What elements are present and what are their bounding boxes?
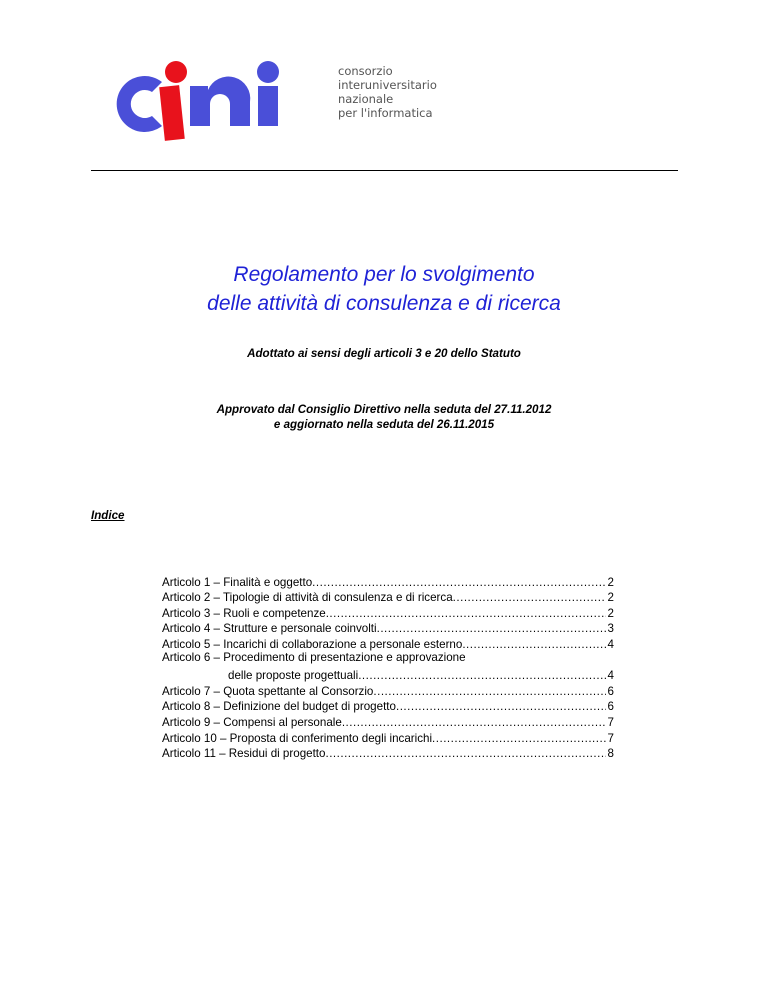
toc-page: 8 <box>607 747 614 761</box>
logo-letter-i-red-dot <box>165 61 187 83</box>
toc-leader <box>462 638 605 651</box>
toc-entry-first-line: Articolo 6 – Procedimento di presentazione e approvazione <box>162 650 466 664</box>
logo-caption-line: per l'informatica <box>338 106 433 120</box>
toc-page: 2 <box>607 606 614 620</box>
toc-label: Articolo 9 – Compensi al personale <box>162 715 342 729</box>
toc-entry <box>162 698 614 714</box>
logo-caption-line: consorzio <box>338 64 393 78</box>
logo-caption <box>338 64 437 120</box>
table-of-contents <box>162 573 614 760</box>
logo-caption-line: interuniversitario <box>338 78 437 92</box>
document-title-line-2: delle attività di consulenza e di ricerca <box>207 292 561 315</box>
approval-note <box>0 402 768 432</box>
logo-letter-i-dot <box>257 61 279 83</box>
toc-leader <box>453 591 606 604</box>
toc-page: 4 <box>607 637 614 651</box>
toc-leader <box>326 607 606 620</box>
toc-entry <box>162 620 614 636</box>
toc-entry <box>162 604 614 620</box>
toc-label: Articolo 10 – Proposta di conferimento degli incarichi <box>162 731 433 745</box>
toc-entry <box>162 729 614 745</box>
toc-leader <box>377 622 606 635</box>
toc-entry <box>162 589 614 605</box>
index-heading: Indice <box>91 509 125 522</box>
toc-entry <box>162 745 614 761</box>
toc-leader <box>432 732 606 745</box>
approval-line-1: Approvato dal Consiglio Direttivo nella seduta del 27.11.2012 <box>216 403 552 416</box>
toc-label: Articolo 2 – Tipologie di attività di consulenza e di ricerca <box>162 591 453 605</box>
toc-label: Articolo 8 – Definizione del budget di progetto <box>162 700 396 714</box>
toc-page: 7 <box>607 715 614 729</box>
toc-label: Articolo 7 – Quota spettante al Consorzio <box>162 684 374 698</box>
cini-logo <box>110 60 437 142</box>
approval-line-2: e aggiornato nella seduta del 26.11.2015 <box>273 418 495 431</box>
toc-leader <box>396 700 606 713</box>
toc-entry <box>162 713 614 729</box>
toc-entry <box>162 682 614 698</box>
toc-entry <box>162 573 614 589</box>
toc-page: 3 <box>607 622 614 636</box>
toc-page: 2 <box>607 591 614 605</box>
toc-label: Articolo 5 – Incarichi di collaborazione a personale esterno <box>162 637 463 651</box>
toc-leader <box>373 685 605 698</box>
document-subtitle: Adottato ai sensi degli articoli 3 e 20 dello Statuto <box>247 347 521 360</box>
logo-letter-i-stem <box>258 86 278 126</box>
toc-label: Articolo 11 – Residui di progetto <box>162 747 326 761</box>
toc-page: 6 <box>607 700 614 714</box>
toc-leader <box>325 747 605 760</box>
cini-logo-mark <box>110 60 335 142</box>
toc-entry <box>162 667 614 683</box>
toc-leader <box>312 576 605 589</box>
toc-entry <box>162 635 614 651</box>
document-title <box>0 260 768 318</box>
toc-leader <box>358 669 605 682</box>
toc-label: Articolo 1 – Finalità e oggetto <box>162 575 313 589</box>
toc-page: 7 <box>607 731 614 745</box>
header-divider <box>91 170 678 171</box>
toc-label: delle proposte progettuali <box>228 669 359 683</box>
logo-letter-i-red-stem <box>159 85 185 141</box>
toc-page: 4 <box>607 669 614 683</box>
toc-page: 6 <box>607 684 614 698</box>
toc-label: Articolo 4 – Strutture e personale coinvolti <box>162 622 377 636</box>
document-title-line-1: Regolamento per lo svolgimento <box>233 263 535 286</box>
logo-letter-n <box>190 77 250 126</box>
logo-caption-line: nazionale <box>338 92 394 106</box>
logo-letter-c <box>117 76 162 132</box>
toc-page: 2 <box>607 575 614 589</box>
toc-leader <box>342 716 606 729</box>
toc-label: Articolo 3 – Ruoli e competenze <box>162 606 326 620</box>
